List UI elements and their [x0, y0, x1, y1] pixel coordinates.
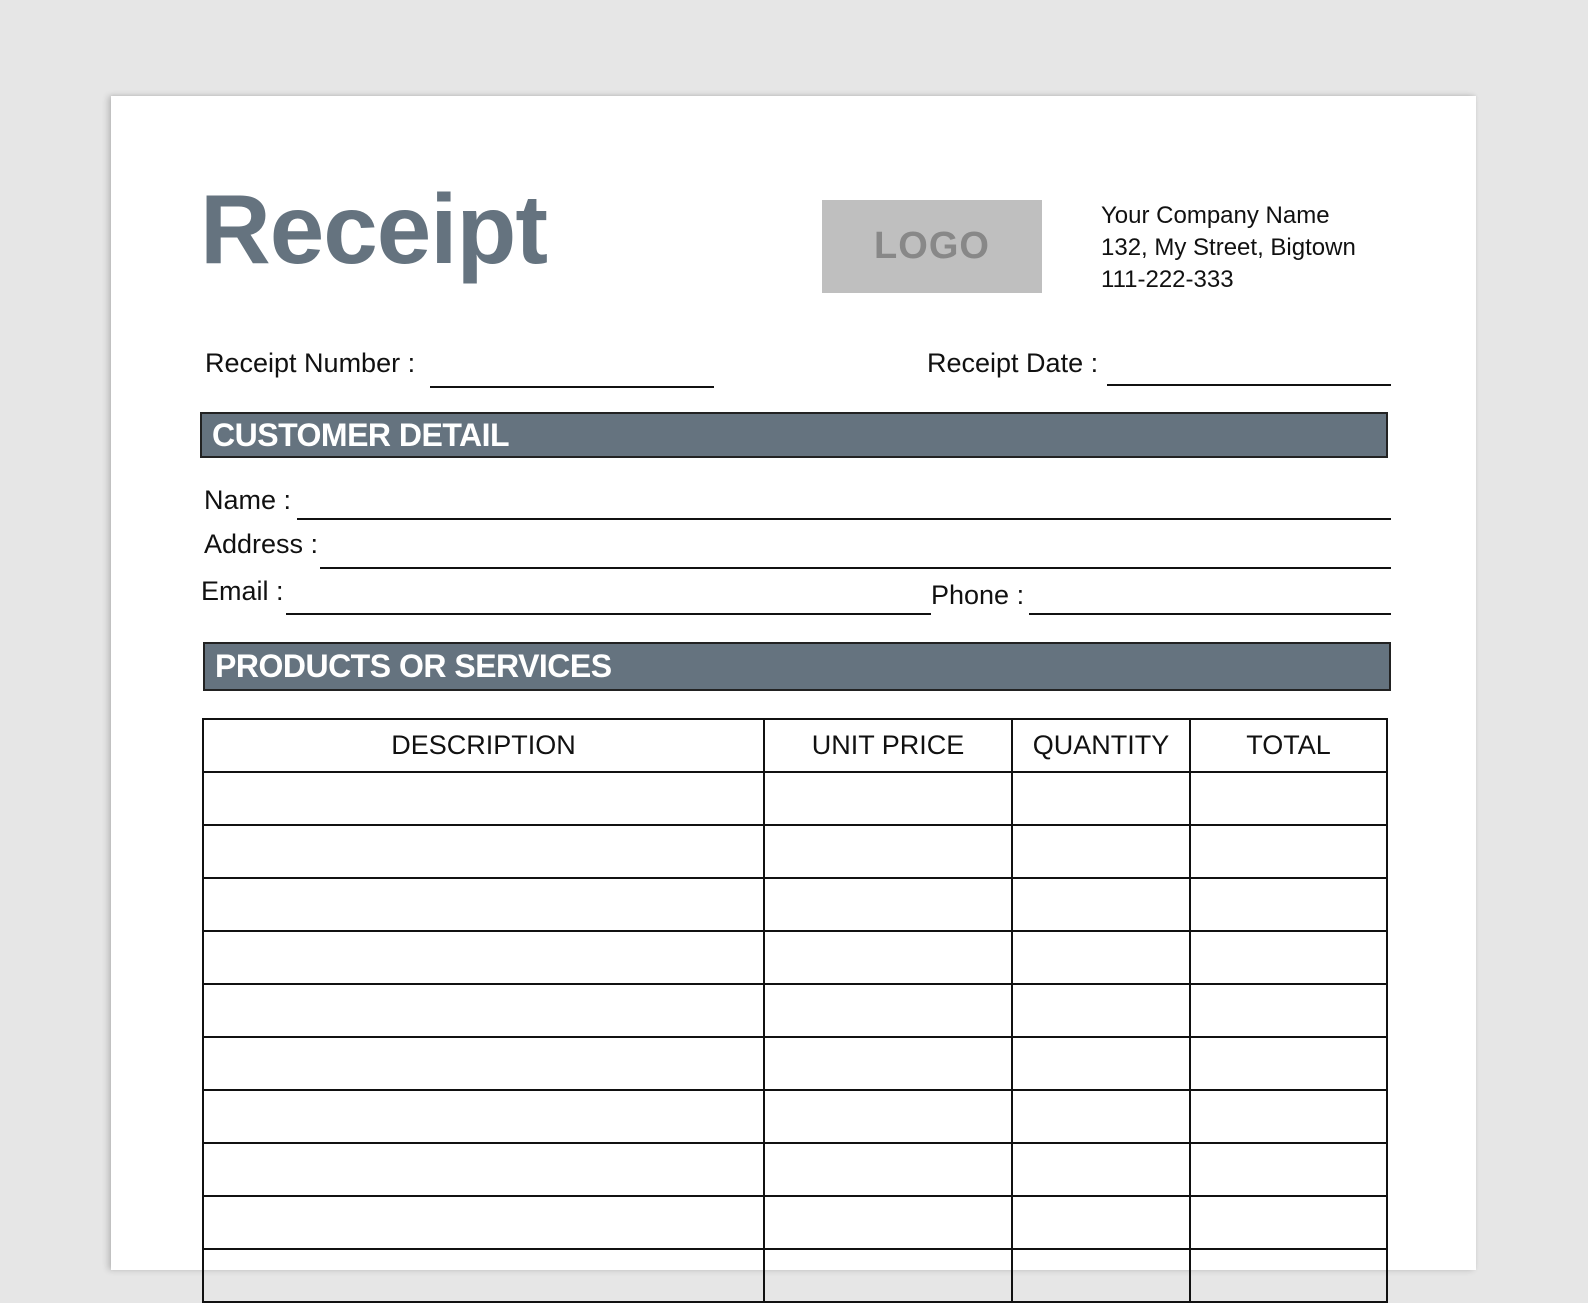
- table-row: [203, 984, 1387, 1037]
- address-label: Address :: [204, 529, 319, 559]
- unit-price-cell[interactable]: [764, 772, 1012, 825]
- quantity-cell[interactable]: [1012, 772, 1190, 825]
- company-address: 132, My Street, Bigtown: [1101, 234, 1356, 261]
- quantity-cell[interactable]: [1012, 931, 1190, 984]
- table-row: [203, 931, 1387, 984]
- table-row: [203, 878, 1387, 931]
- description-cell[interactable]: [203, 1196, 764, 1249]
- receipt-date-label: Receipt Date :: [927, 348, 1099, 378]
- description-cell[interactable]: [203, 825, 764, 878]
- total-cell[interactable]: [1190, 984, 1387, 1037]
- unit-price-cell[interactable]: [764, 1196, 1012, 1249]
- description-cell[interactable]: [203, 1037, 764, 1090]
- description-cell[interactable]: [203, 878, 764, 931]
- total-cell[interactable]: [1190, 1090, 1387, 1143]
- total-cell[interactable]: [1190, 1249, 1387, 1302]
- name-field[interactable]: [297, 518, 1391, 520]
- column-header-quantity: QUANTITY: [1012, 719, 1190, 772]
- email-label: Email :: [201, 576, 284, 606]
- quantity-cell[interactable]: [1012, 1249, 1190, 1302]
- quantity-cell[interactable]: [1012, 825, 1190, 878]
- company-info: [1101, 200, 1356, 296]
- table-row: [203, 825, 1387, 878]
- phone-field[interactable]: [1029, 613, 1391, 615]
- unit-price-cell[interactable]: [764, 825, 1012, 878]
- table-header-row: [203, 719, 1387, 772]
- total-cell[interactable]: [1190, 772, 1387, 825]
- unit-price-cell[interactable]: [764, 1090, 1012, 1143]
- email-field[interactable]: [286, 613, 931, 615]
- products-services-title: PRODUCTS OR SERVICES: [215, 648, 612, 684]
- unit-price-cell[interactable]: [764, 984, 1012, 1037]
- customer-detail-header: [200, 412, 1388, 458]
- quantity-cell[interactable]: [1012, 878, 1190, 931]
- logo-placeholder: [822, 200, 1042, 293]
- column-header-total: TOTAL: [1190, 719, 1387, 772]
- name-label: Name :: [204, 485, 292, 515]
- description-cell[interactable]: [203, 984, 764, 1037]
- items-table-body: [203, 772, 1387, 1302]
- quantity-cell[interactable]: [1012, 1196, 1190, 1249]
- total-cell[interactable]: [1190, 878, 1387, 931]
- table-row: [203, 1037, 1387, 1090]
- quantity-cell[interactable]: [1012, 984, 1190, 1037]
- column-header-unit-price: UNIT PRICE: [764, 719, 1012, 772]
- description-cell[interactable]: [203, 1143, 764, 1196]
- receipt-number-label: Receipt Number :: [205, 348, 416, 378]
- items-table: [202, 718, 1388, 1303]
- table-row: [203, 1249, 1387, 1302]
- description-cell[interactable]: [203, 1090, 764, 1143]
- quantity-cell[interactable]: [1012, 1143, 1190, 1196]
- unit-price-cell[interactable]: [764, 931, 1012, 984]
- customer-detail-title: CUSTOMER DETAIL: [212, 416, 510, 453]
- table-row: [203, 1196, 1387, 1249]
- company-name: Your Company Name: [1101, 202, 1330, 229]
- total-cell[interactable]: [1190, 1037, 1387, 1090]
- description-cell[interactable]: [203, 772, 764, 825]
- unit-price-cell[interactable]: [764, 1143, 1012, 1196]
- receipt-number-field[interactable]: [430, 386, 714, 388]
- products-services-header: [203, 642, 1391, 691]
- quantity-cell[interactable]: [1012, 1037, 1190, 1090]
- receipt-date-field[interactable]: [1107, 384, 1391, 386]
- total-cell[interactable]: [1190, 1196, 1387, 1249]
- total-cell[interactable]: [1190, 1143, 1387, 1196]
- table-row: [203, 772, 1387, 825]
- description-cell[interactable]: [203, 1249, 764, 1302]
- address-field[interactable]: [320, 567, 1391, 569]
- total-cell[interactable]: [1190, 931, 1387, 984]
- document-title: Receipt: [200, 174, 548, 284]
- phone-label: Phone :: [931, 580, 1025, 610]
- logo-text: LOGO: [874, 225, 990, 267]
- table-row: [203, 1143, 1387, 1196]
- total-cell[interactable]: [1190, 825, 1387, 878]
- table-row: [203, 1090, 1387, 1143]
- company-phone: 111-222-333: [1101, 266, 1234, 293]
- unit-price-cell[interactable]: [764, 1249, 1012, 1302]
- description-cell[interactable]: [203, 931, 764, 984]
- unit-price-cell[interactable]: [764, 878, 1012, 931]
- unit-price-cell[interactable]: [764, 1037, 1012, 1090]
- column-header-description: DESCRIPTION: [203, 719, 764, 772]
- quantity-cell[interactable]: [1012, 1090, 1190, 1143]
